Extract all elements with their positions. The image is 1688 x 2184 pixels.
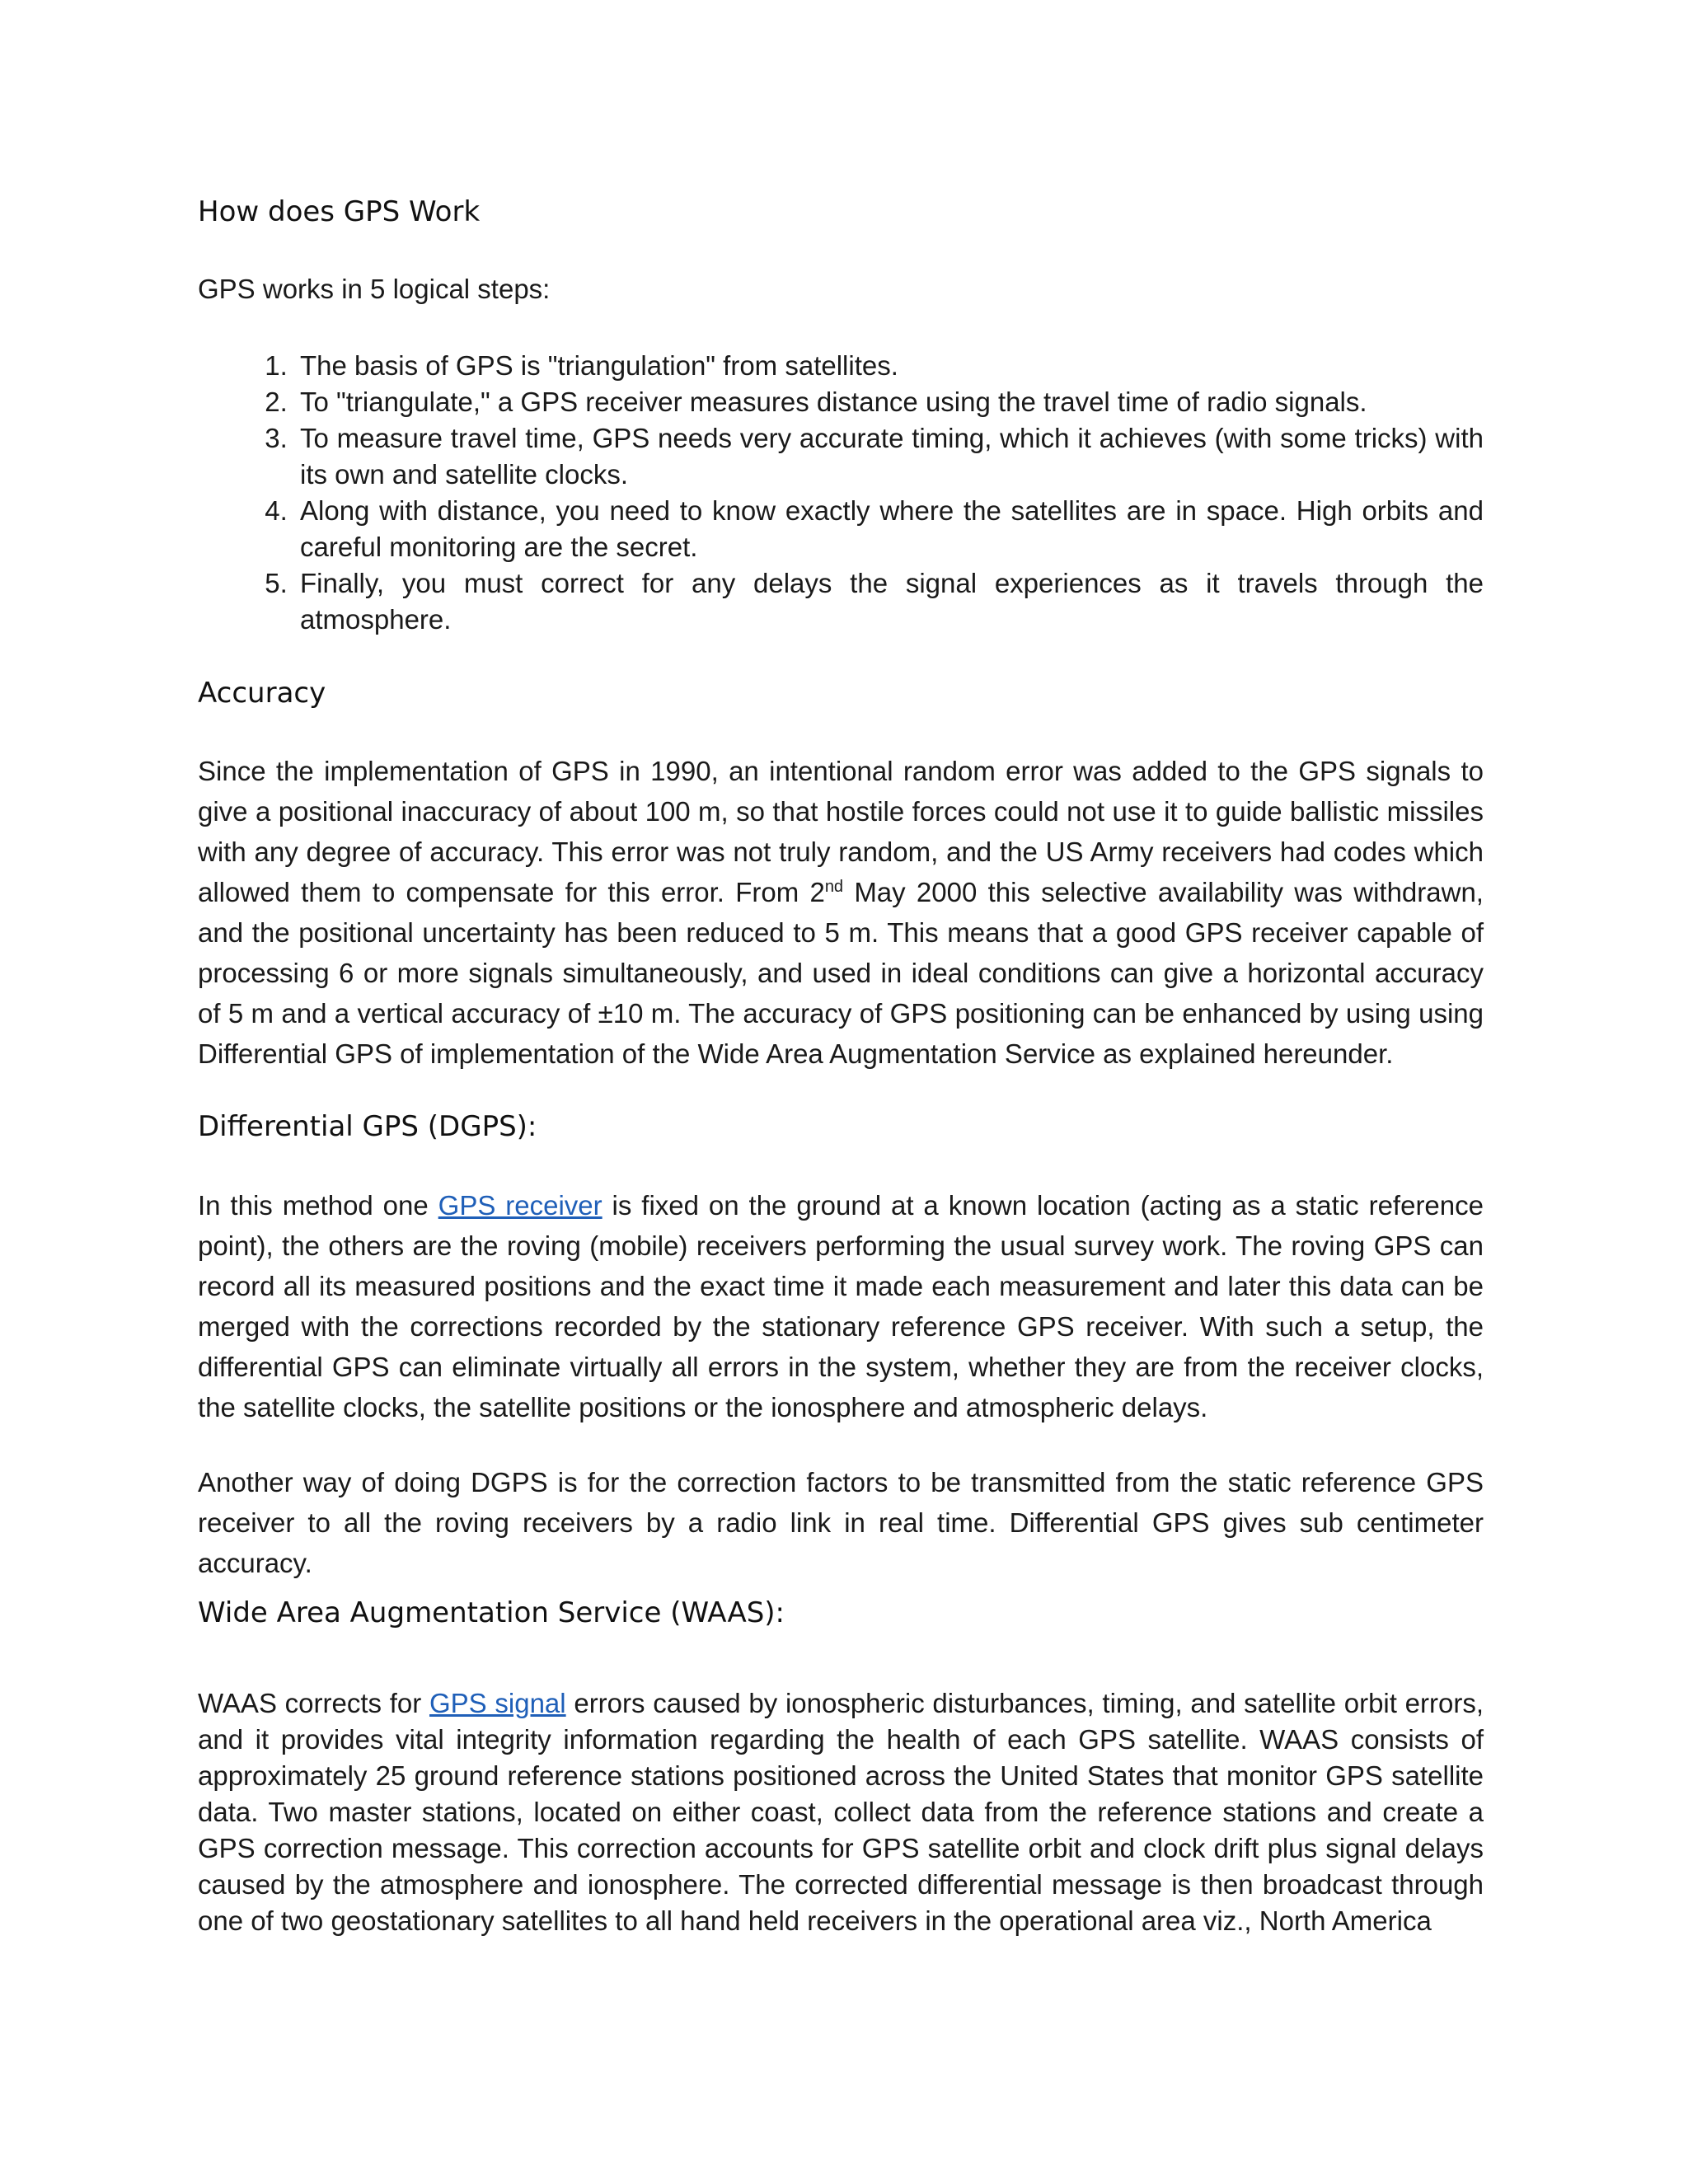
gps-steps-list — [198, 348, 1484, 638]
document-page — [198, 194, 1484, 1939]
list-item: 2. To "triangulate," a GPS receiver measures distance using the travel time of radio signals. — [295, 384, 1484, 420]
gps-receiver-link[interactable]: GPS receiver — [438, 1189, 603, 1221]
waas-text-part-2: errors caused by ionospheric disturbances, timing, and satellite orbit errors, and it provides vital integrity information regarding the health of each GPS satellite. WAAS consists of approximately 25 ground reference stations positioned across the United States that monitor GPS satellite data. Two master stations, located on either coast, collect data from the reference stations and create a GPS correction message. This correction accounts for GPS satellite orbit and clock drift plus signal delays caused by the atmosphere and ionosphere. The corrected differential message is then broadcast through one of two geostationary satellites to all hand held receivers in the operational area viz., North America — [198, 1687, 1484, 1936]
list-item: 4. Along with distance, you need to know exactly where the satellites are in space. High orbits and careful monitoring are the secret. — [295, 493, 1484, 565]
heading-accuracy: Accuracy — [198, 677, 326, 710]
heading-how-gps-works: How does GPS Work — [198, 195, 481, 228]
accuracy-text-part-2: May 2000 this selective availability was withdrawn, and the positional uncertainty has been reduced to 5 m. This means that a good GPS receiver capable of processing 6 or more signals simultaneously, and used in ideal conditions can give a horizontal accuracy of 5 m and a vertical accuracy of ±10 m. The accuracy of GPS positioning can be enhanced by using using Differential GPS of implementation of the Wide Area Augmentation Service as explained hereunder. — [198, 877, 1484, 1070]
waas-paragraph — [198, 1685, 1484, 1939]
accuracy-paragraph — [198, 751, 1484, 1074]
intro-paragraph: GPS works in 5 logical steps: — [198, 274, 551, 305]
gps-signal-link[interactable]: GPS signal — [429, 1687, 566, 1718]
list-item: 3. To measure travel time, GPS needs very accurate timing, which it achieves (with some tricks) with its own and satellite clocks. — [295, 420, 1484, 493]
dgps-text-part-1: In this method one — [198, 1189, 438, 1221]
dgps-paragraph-1 — [198, 1185, 1484, 1427]
heading-waas: Wide Area Augmentation Service (WAAS): — [198, 1596, 785, 1629]
accuracy-text-part-1: Since the implementation of GPS in 1990, an intentional random error was added to the GPS signals to give a positional inaccuracy of about 100 m, so that hostile forces could not use it to guide ballistic missiles with any degree of accuracy. This error was not truly random, and the US Army receivers had codes which allowed them to compensate for this error. From 2 — [198, 756, 1484, 908]
dgps-paragraph-2: Another way of doing DGPS is for the correction factors to be transmitted from the static reference GPS receiver to all the roving receivers by a radio link in real time. Differential GPS gives sub centimeter accuracy. — [198, 1466, 1484, 1578]
list-item: 5. Finally, you must correct for any delays the signal experiences as it travels through the atmosphere. — [295, 565, 1484, 638]
heading-differential-gps: Differential GPS (DGPS): — [198, 1110, 537, 1144]
waas-text-part-1: WAAS corrects for — [198, 1687, 429, 1718]
ordinal-superscript: nd — [824, 878, 844, 897]
list-item: 1. The basis of GPS is "triangulation" from satellites. — [295, 348, 1484, 384]
dgps-text-part-2: is fixed on the ground at a known location (acting as a static reference point), the others are the roving (mobile) receivers performing the usual survey work. The roving GPS can record all its measured positions and the exact time it made each measurement and later this data can be merged with the corrections recorded by the stationary reference GPS receiver. With such a setup, the differential GPS can eliminate virtually all errors in the system, whether they are from the receiver clocks, the satellite clocks, the satellite positions or the ionosphere and atmospheric delays. — [198, 1189, 1484, 1422]
